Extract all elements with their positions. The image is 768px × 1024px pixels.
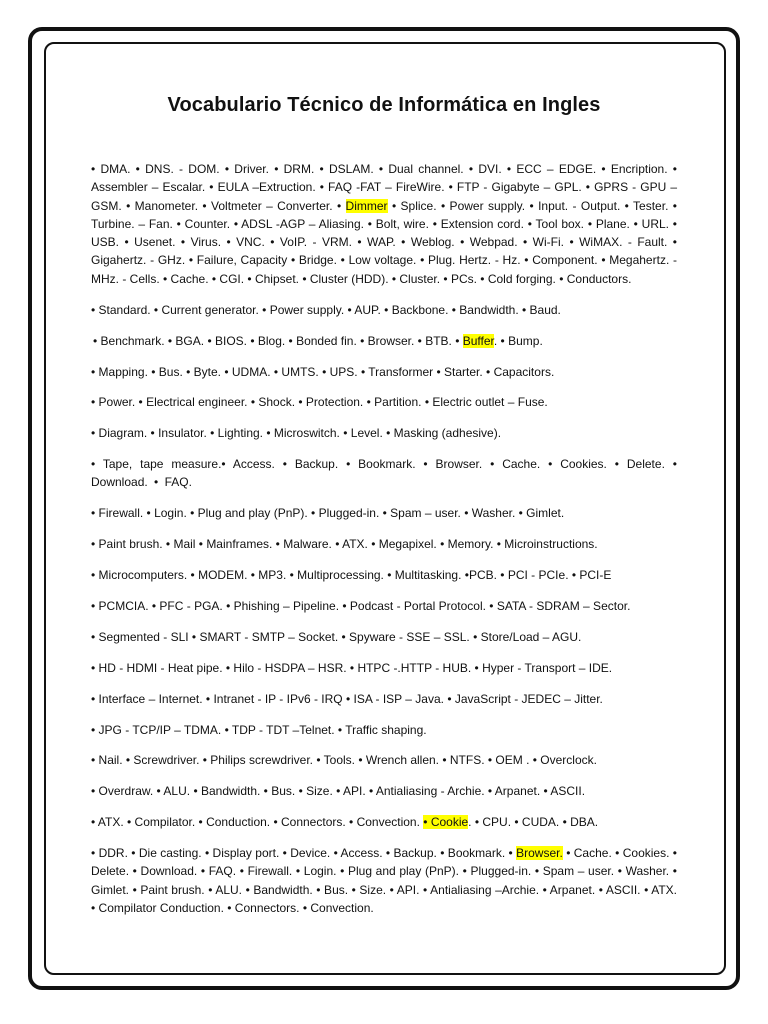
vocab-paragraph: • DMA. • DNS. - DOM. • Driver. • DRM. • DSLAM. • Dual channel. • DVI. • ECC – EDGE. • Encription. • Assembler – Escalar. • EULA –Extruction. • FAQ -FAT – FireWire. • FTP - Gigabyte – GPL. • GPRS - GPU – GSM. • Manometer. • Voltmeter – Converter. • Dimmer • Splice. • Power supply. • Input. - Output. • Tester. • Turbine. – Fan. • Counter. • ADSL -AGP – Aliasing. • Bolt, wire. • Extension cord. • Tool box. • Plane. • URL. • USB. • Usenet. • Virus. • VNC. • VoIP. - VRM. • WAP. • Weblog. • Webpad. • Wi-Fi. • WiMAX. - Fault. • Gigahertz. - GHz. • Failure, Capacity • Bridge. • Low voltage. • Plug. Hertz. - Hz. • Component. • Megahertz. - MHz. - Cells. • Cache. • CGI. • Chipset. • Cluster (HDD). • Cluster. • PCs. • Cold forging. • Conductors. [91,162,678,286]
vocab-paragraph: • Interface – Internet. • Intranet - IP - IPv6 - IRQ • ISA - ISP – Java. • JavaScript - JEDEC – Jitter. [91,691,603,706]
vocab-paragraph: • Standard. • Current generator. • Power supply. • AUP. • Backbone. • Bandwidth. • Baud. [91,302,561,317]
vocab-paragraph: • Paint brush. • Mail • Mainframes. • Malware. • ATX. • Megapixel. • Memory. • Microinstructions. [91,537,598,552]
page-title: Vocabulario Técnico de Informática en Ingles [167,94,601,116]
vocab-paragraph: • Benchmark. • BGA. • BIOS. • Blog. • Bonded fin. • Browser. • BTB. • Buffer. • Bump. [93,333,543,348]
vocab-paragraph: • ATX. • Compilator. • Conduction. • Connectors. • Convection. • Cookie. • CPU. • CUDA. • DBA. [91,815,599,830]
vocab-paragraph: • Nail. • Screwdriver. • Philips screwdriver. • Tools. • Wrench allen. • NTFS. • OEM . • Overclock. [91,753,597,768]
vocab-paragraph: • Firewall. • Login. • Plug and play (PnP). • Plugged-in. • Spam – user. • Washer. • Gimlet. [91,506,565,521]
vocab-paragraph: • Overdraw. • ALU. • Bandwidth. • Bus. • Size. • API. • Antialiasing - Archie. • Arpanet. • ASCII. [91,784,586,799]
vocabulary-list [91,160,677,930]
highlighted-term: Browser. [516,846,563,861]
highlighted-term: Dimmer [345,198,388,213]
vocab-paragraph: • Mapping. • Bus. • Byte. • UDMA. • UMTS. • UPS. • Transformer • Starter. • Capacitors. [91,364,555,379]
vocab-paragraph: • Segmented - SLI • SMART - SMTP – Socket. • Spyware - SSE – SSL. • Store/Load – AGU. [91,629,582,644]
vocab-paragraph: • Power. • Electrical engineer. • Shock. • Protection. • Partition. • Electric outlet – Fuse. [91,395,548,410]
vocab-paragraph: • Microcomputers. • MODEM. • MP3. • Multiprocessing. • Multitasking. •PCB. • PCI - PCIe. • PCI-E [91,568,612,583]
vocab-paragraph: • PCMCIA. • PFC - PGA. • Phishing – Pipeline. • Podcast - Portal Protocol. • SATA - SDRAM – Sector. [91,598,631,613]
vocab-paragraph: • Tape, tape measure.• Access. • Backup. • Bookmark. • Browser. • Cache. • Cookies. • Delete. • Download. • FAQ. [91,457,677,490]
vocab-paragraph: • DDR. • Die casting. • Display port. • Device. • Access. • Backup. • Bookmark. • Browser. • Cache. • Cookies. • Delete. • Download. • FAQ. • Firewall. • Login. • Plug and play (PnP). • Plugged-in. • Spam – user. • Washer. • Gimlet. • Paint brush. • ALU. • Bandwidth. • Bus. • Size. • API. • Antialiasing –Archie. • Arpanet. • ASCII. • ATX. • Compilator Conduction. • Connectors. • Convection. [91,846,678,915]
highlighted-term: Buffer [462,333,494,348]
vocab-paragraph: • Diagram. • Insulator. • Lighting. • Microswitch. • Level. • Masking (adhesive). [91,426,502,441]
highlighted-term: • Cookie [423,815,469,830]
vocab-paragraph: • HD - HDMI - Heat pipe. • Hilo - HSDPA – HSR. • HTPC -.HTTP - HUB. • Hyper - Transport – IDE. [91,660,613,675]
vocab-paragraph: • JPG - TCP/IP – TDMA. • TDP - TDT –Telnet. • Traffic shaping. [91,722,427,737]
